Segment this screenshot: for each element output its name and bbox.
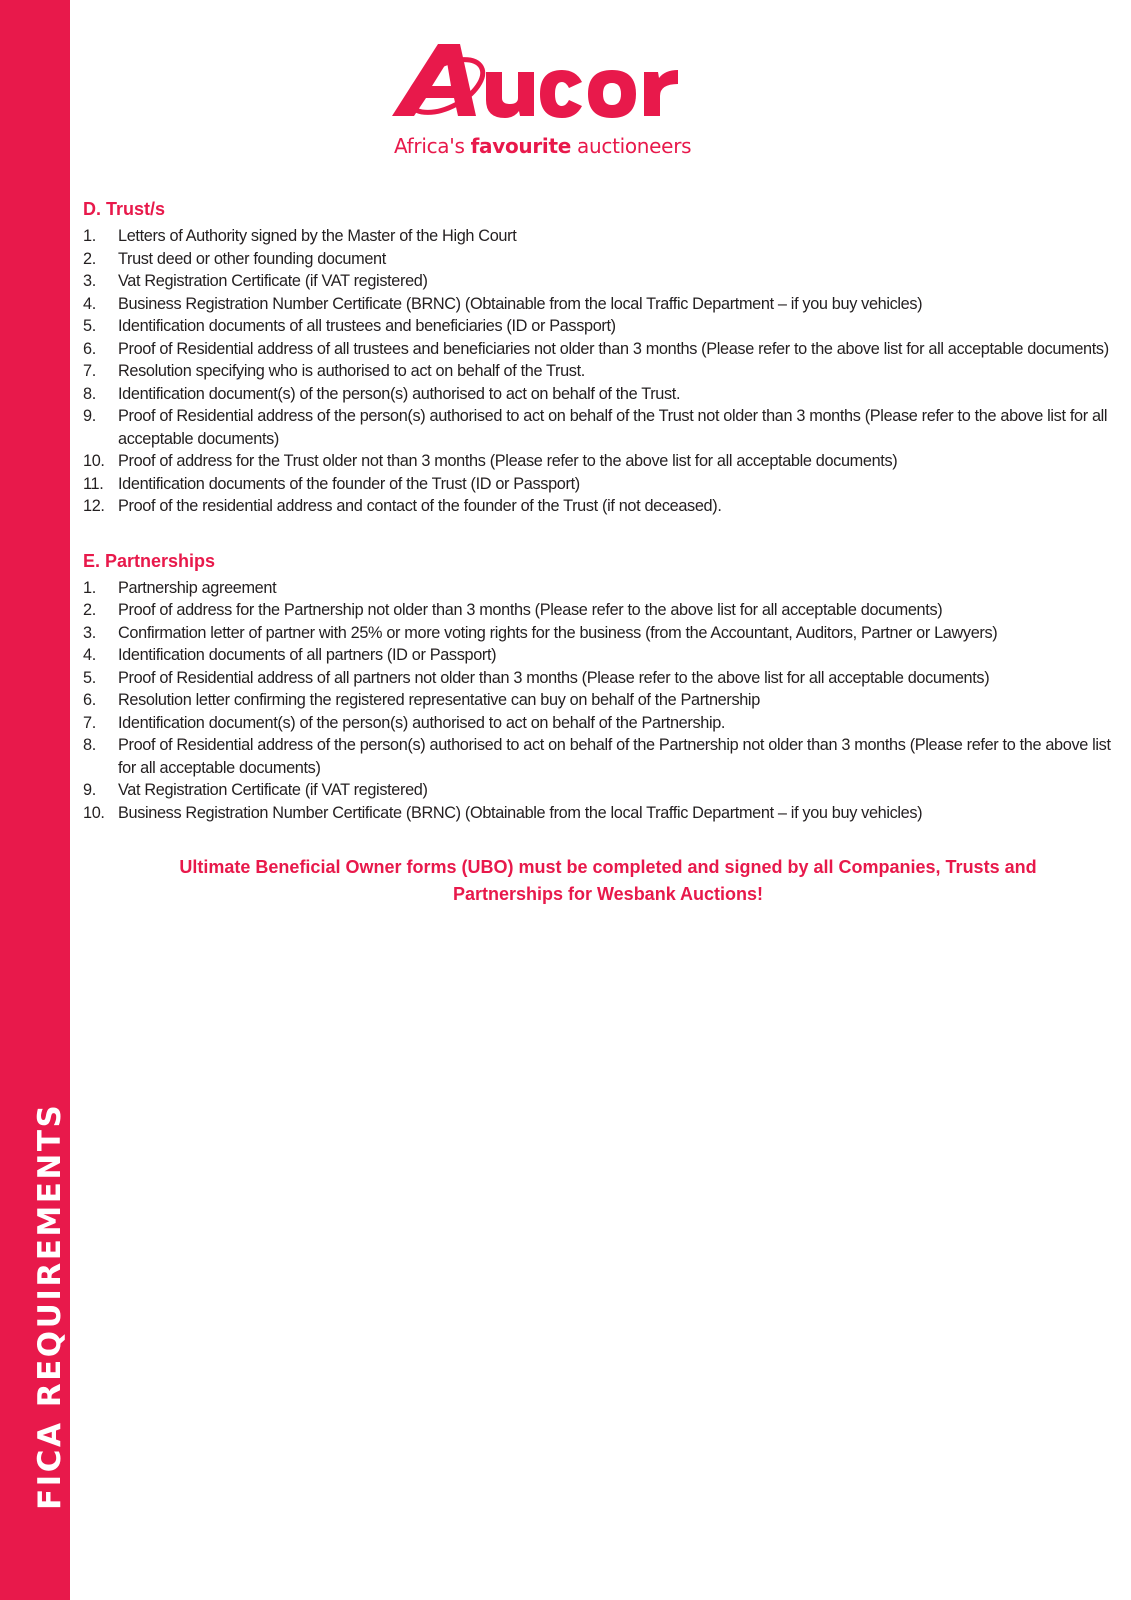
list-item-number: 9. <box>83 407 96 425</box>
list-item-text: Vat Registration Certificate (if VAT registered) <box>118 781 428 799</box>
list-item-text: Identification documents of the founder of the Trust (ID or Passport) <box>118 474 580 493</box>
list-item-text: Resolution letter confirming the registered representative can buy on behalf of the Partnership <box>118 691 760 709</box>
list-item-number: 5. <box>83 317 96 335</box>
list-item-text: Vat Registration Certificate (if VAT registered) <box>118 272 428 290</box>
tagline-emphasis: favourite <box>470 134 571 158</box>
list-item-text: Business Registration Number Certificate (BRNC) (Obtainable from the local Traffic Department – if you buy vehicles) <box>118 294 923 313</box>
list-item-number: 3. <box>83 272 96 290</box>
list-item <box>83 293 1113 316</box>
tagline-prefix: Africa's <box>394 134 471 158</box>
list-item <box>83 495 1113 518</box>
list-item <box>83 622 1113 645</box>
list-item <box>83 473 1113 496</box>
list-item-number: 5. <box>83 668 96 687</box>
section-heading-trusts: D. Trust/s <box>83 199 166 219</box>
list-item-text: Partnership agreement <box>118 578 277 597</box>
list-item-number: 7. <box>83 362 96 380</box>
document-body <box>83 196 1113 908</box>
list-item <box>83 338 1113 361</box>
list-item <box>83 270 1113 293</box>
list-item-number: 3. <box>83 623 96 642</box>
list-item <box>83 315 1113 338</box>
list-item-text: Confirmation letter of partner with 25% or more voting rights for the business (from the Accountant, Auditors, Partner or Lawyers) <box>118 623 998 642</box>
list-item-number: 12. <box>83 497 105 515</box>
list-item <box>83 360 1113 383</box>
list-item-number: 11. <box>83 474 104 493</box>
list-item <box>83 644 1113 667</box>
list-item-text: Resolution specifying who is authorised to act on behalf of the Trust. <box>118 362 585 380</box>
list-item-text: Identification document(s) of the person(s) authorised to act on behalf of the Trust. <box>118 384 681 403</box>
list-item-number: 10. <box>83 803 105 822</box>
list-item <box>83 779 1113 802</box>
list-item <box>83 577 1113 600</box>
list-item <box>83 405 1113 450</box>
list-item <box>83 248 1113 271</box>
list-item-text: Proof of address for the Partnership not older than 3 months (Please refer to the above list for all acceptable documents) <box>118 601 943 619</box>
list-item-text: Proof of Residential address of all partners not older than 3 months (Please refer to the above list for all acceptable documents) <box>118 668 990 687</box>
list-item-number: 10. <box>83 452 105 470</box>
list-item-text: Proof of Residential address of the person(s) authorised to act on behalf of the Partnership not older than 3 months (Please refer to the above list for all acceptable documents) <box>118 736 1111 777</box>
list-item-number: 4. <box>83 294 96 313</box>
sidebar-band <box>0 0 70 1600</box>
ubo-notice-line-1: Ultimate Beneficial Owner forms (UBO) must be completed and signed by all Companies, Trusts and <box>179 857 1037 877</box>
aucor-logo <box>390 38 740 168</box>
list-item <box>83 450 1113 473</box>
list-item-text: Identification documents of all partners (ID or Passport) <box>118 646 497 664</box>
list-item-text: Identification document(s) of the person(s) authorised to act on behalf of the Partnership. <box>118 713 726 732</box>
list-item-number: 6. <box>83 339 96 358</box>
ubo-notice-line-2: Partnerships for Wesbank Auctions! <box>452 884 764 904</box>
ubo-notice <box>83 854 1113 908</box>
aucor-wordmark-graphic <box>390 38 730 130</box>
partnerships-requirements-list <box>83 577 1113 825</box>
list-item-number: 4. <box>83 646 96 664</box>
section-spacer <box>83 518 1113 548</box>
trusts-requirements-list <box>83 225 1113 518</box>
list-item-text: Business Registration Number Certificate (BRNC) (Obtainable from the local Traffic Department – if you buy vehicles) <box>118 803 923 822</box>
list-item-number: 6. <box>83 691 96 709</box>
list-item-number: 9. <box>83 781 96 799</box>
list-item-number: 2. <box>83 601 96 619</box>
list-item-number: 2. <box>83 249 96 268</box>
list-item-text: Proof of Residential address of the person(s) authorised to act on behalf of the Trust not older than 3 months (Please refer to the above list for all acceptable documents) <box>118 407 1108 448</box>
tagline-suffix: auctioneers <box>570 134 692 158</box>
list-item-text: Proof of address for the Trust older not than 3 months (Please refer to the above list for all acceptable documents) <box>118 452 898 470</box>
list-item-number: 1. <box>83 227 96 245</box>
list-item <box>83 802 1113 825</box>
list-item-text: Identification documents of all trustees and beneficiaries (ID or Passport) <box>118 317 616 335</box>
section-heading-partnerships: E. Partnerships <box>83 550 216 571</box>
list-item <box>83 689 1113 712</box>
list-item <box>83 734 1113 779</box>
list-item-number: 8. <box>83 384 96 403</box>
logo-tagline <box>394 134 734 158</box>
list-item-text: Proof of the residential address and contact of the founder of the Trust (if not deceased). <box>118 497 722 515</box>
list-item-number: 8. <box>83 736 96 754</box>
list-item <box>83 667 1113 690</box>
list-item-number: 1. <box>83 578 96 597</box>
list-item-text: Proof of Residential address of all trustees and beneficiaries not older than 3 months (Please refer to the above list for all acceptable documents) <box>118 339 1109 358</box>
list-item-number: 7. <box>83 713 96 732</box>
list-item <box>83 599 1113 622</box>
list-item-text: Trust deed or other founding document <box>118 249 386 268</box>
list-item <box>83 225 1113 248</box>
list-item <box>83 383 1113 406</box>
list-item-text: Letters of Authority signed by the Master of the High Court <box>118 227 517 245</box>
sidebar-title: FICA REQUIREMENTS <box>32 1102 68 1510</box>
list-item <box>83 712 1113 735</box>
